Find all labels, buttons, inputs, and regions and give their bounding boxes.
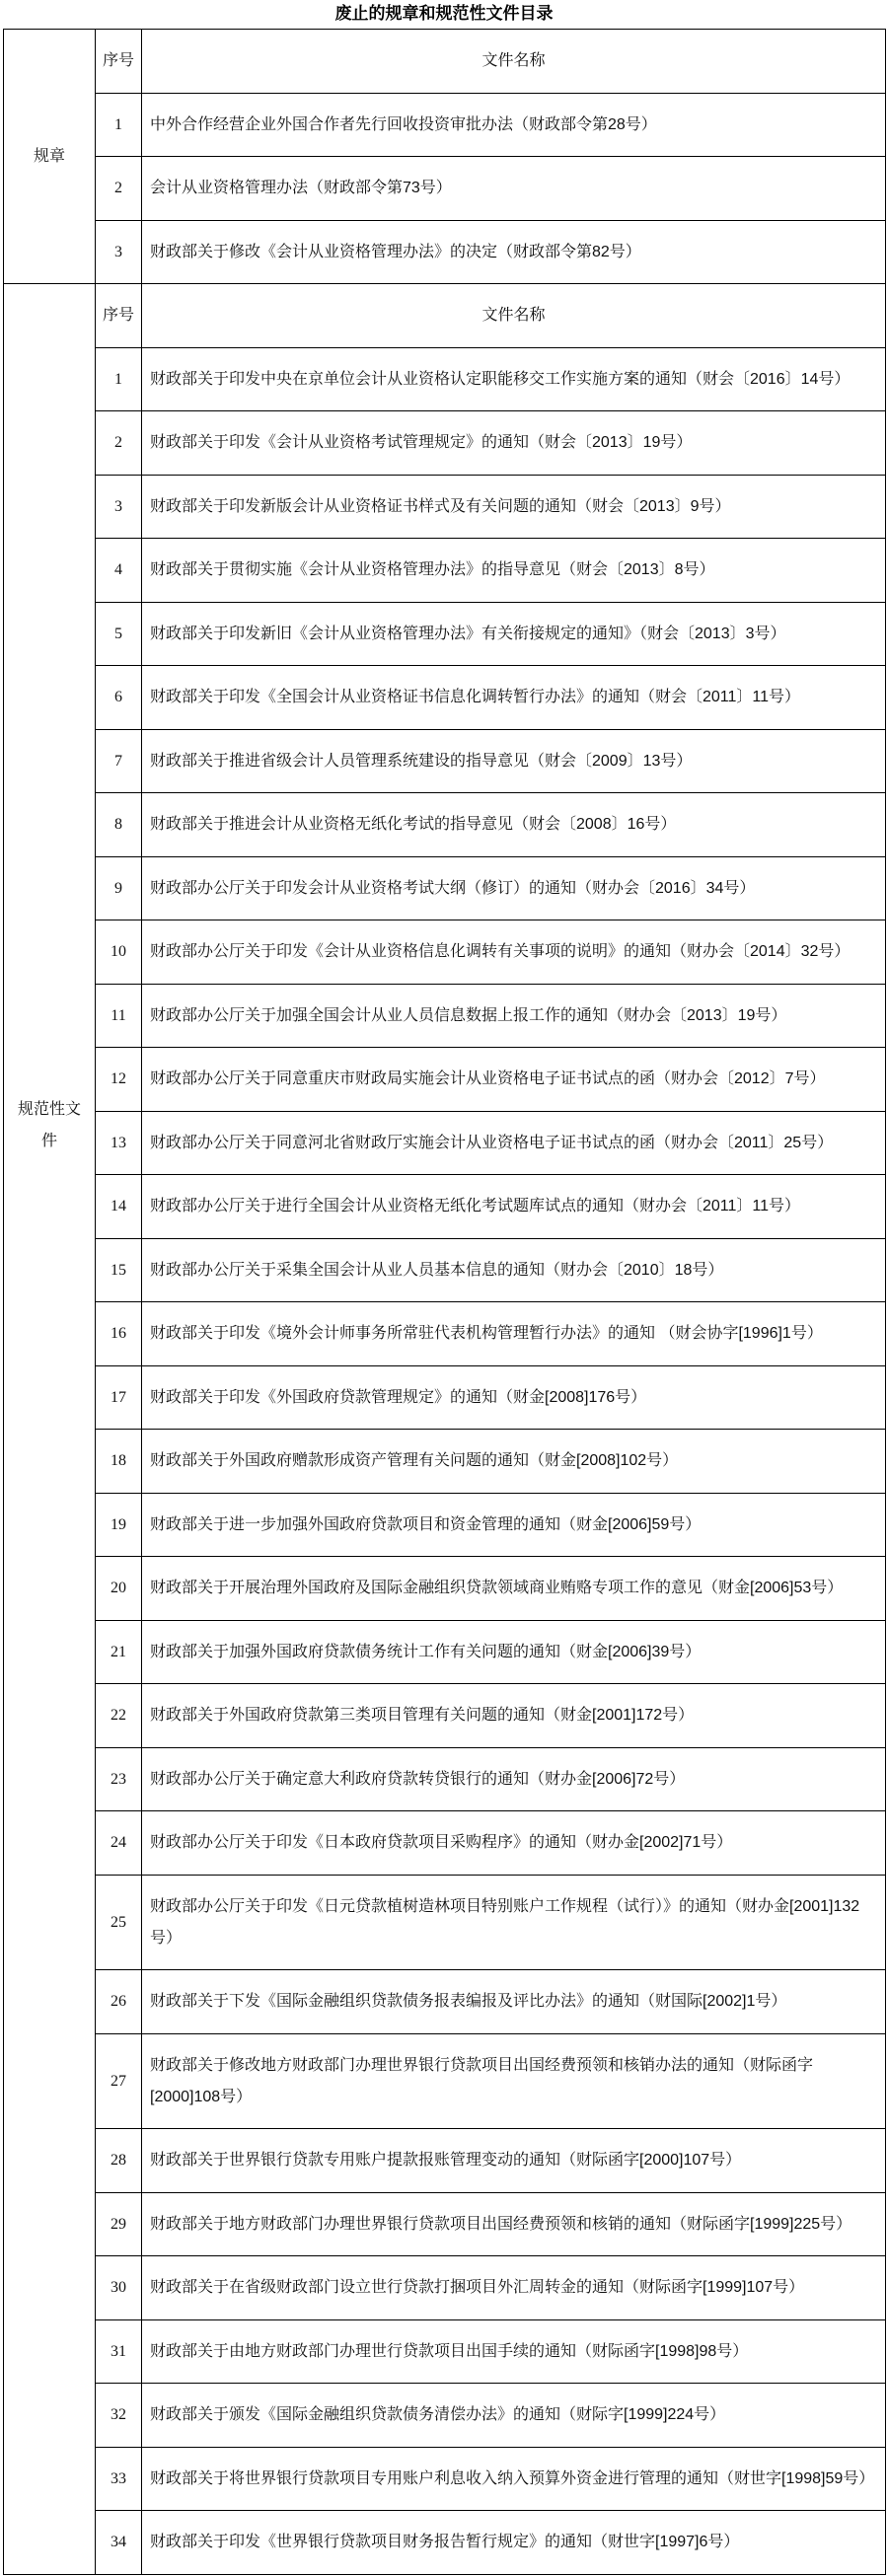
table-row — [4, 1048, 886, 1112]
table-row — [4, 1238, 886, 1302]
row-number: 1 — [96, 93, 142, 157]
row-number: 30 — [96, 2256, 142, 2320]
row-number: 2 — [96, 411, 142, 476]
section-normative-documents — [4, 284, 886, 2575]
row-number: 28 — [96, 2129, 142, 2193]
document-name: 财政部关于由地方财政部门办理世行贷款项目出国手续的通知（财际函字[1998]98号） — [142, 2319, 886, 2384]
row-number: 4 — [96, 539, 142, 603]
document-name: 财政部办公厅关于印发会计从业资格考试大纲（修订）的通知（财办会〔2016〕34号） — [142, 856, 886, 920]
document-name: 财政部关于贯彻实施《会计从业资格管理办法》的指导意见（财会〔2013〕8号） — [142, 539, 886, 603]
row-number: 27 — [96, 2033, 142, 2129]
table-row — [4, 1684, 886, 1748]
row-number: 19 — [96, 1493, 142, 1557]
document-name: 财政部关于开展治理外国政府及国际金融组织贷款领域商业贿赂专项工作的意见（财金[2006]53号） — [142, 1557, 886, 1621]
table-row — [4, 475, 886, 539]
document-name: 财政部关于下发《国际金融组织贷款债务报表编报及评比办法》的通知（财国际[2002]1号） — [142, 1970, 886, 2034]
table-row — [4, 347, 886, 411]
table-row — [4, 157, 886, 221]
document-name: 财政部关于印发《世界银行贷款项目财务报告暂行规定》的通知（财世字[1997]6号） — [142, 2511, 886, 2575]
document-name: 中外合作经营企业外国合作者先行回收投资审批办法（财政部令第28号） — [142, 93, 886, 157]
document-name: 财政部关于推进省级会计人员管理系统建设的指导意见（财会〔2009〕13号） — [142, 729, 886, 793]
row-number: 8 — [96, 793, 142, 857]
document-name: 财政部办公厅关于印发《会计从业资格信息化调转有关事项的说明》的通知（财办会〔2014〕32号） — [142, 920, 886, 985]
table-row — [4, 1430, 886, 1494]
document-name: 财政部关于外国政府赠款形成资产管理有关问题的通知（财金[2008]102号） — [142, 1430, 886, 1494]
column-header-document-name: 文件名称 — [142, 30, 886, 94]
table-row — [4, 1175, 886, 1239]
table-row — [4, 2384, 886, 2448]
document-name: 财政部关于将世界银行贷款项目专用账户利息收入纳入预算外资金进行管理的通知（财世字[1998]59号） — [142, 2447, 886, 2511]
table-row — [4, 2033, 886, 2129]
document-name: 财政部关于印发《会计从业资格考试管理规定》的通知（财会〔2013〕19号） — [142, 411, 886, 476]
document-name: 财政部办公厅关于同意重庆市财政局实施会计从业资格电子证书试点的函（财办会〔2012〕7号） — [142, 1048, 886, 1112]
document-name: 财政部办公厅关于加强全国会计从业人员信息数据上报工作的通知（财办会〔2013〕19号） — [142, 984, 886, 1048]
page-title: 废止的规章和规范性文件目录 — [334, 4, 554, 23]
row-number: 24 — [96, 1811, 142, 1876]
row-number: 29 — [96, 2192, 142, 2256]
document-name: 财政部关于修改地方财政部门办理世界银行贷款项目出国经费预领和核销办法的通知（财际函字[2000]108号） — [142, 2033, 886, 2129]
table-row — [4, 1747, 886, 1811]
row-number: 3 — [96, 220, 142, 284]
row-number: 22 — [96, 1684, 142, 1748]
table-row — [4, 2129, 886, 2193]
document-name: 财政部关于颁发《国际金融组织贷款债务清偿办法》的通知（财际字[1999]224号） — [142, 2384, 886, 2448]
document-name: 财政部办公厅关于印发《日本政府贷款项目采购程序》的通知（财办金[2002]71号） — [142, 1811, 886, 1876]
table-row — [4, 666, 886, 730]
row-number: 7 — [96, 729, 142, 793]
document-name: 财政部关于印发新版会计从业资格证书样式及有关问题的通知（财会〔2013〕9号） — [142, 475, 886, 539]
section-header-row — [4, 30, 886, 94]
document-name: 财政部关于地方财政部门办理世界银行贷款项目出国经费预领和核销的通知（财际函字[1999]225号） — [142, 2192, 886, 2256]
table-row — [4, 1365, 886, 1430]
row-number: 25 — [96, 1875, 142, 1970]
row-number: 11 — [96, 984, 142, 1048]
table-row — [4, 1493, 886, 1557]
table-row — [4, 2447, 886, 2511]
document-name: 财政部办公厅关于进行全国会计从业资格无纸化考试题库试点的通知（财办会〔2011〕11号） — [142, 1175, 886, 1239]
section-header-row — [4, 284, 886, 348]
table-row — [4, 411, 886, 476]
document-name: 财政部关于加强外国政府贷款债务统计工作有关问题的通知（财金[2006]39号） — [142, 1620, 886, 1684]
row-number: 31 — [96, 2319, 142, 2384]
document-name: 财政部关于印发中央在京单位会计从业资格认定职能移交工作实施方案的通知（财会〔2016〕14号） — [142, 347, 886, 411]
table-row — [4, 1811, 886, 1876]
document-name: 财政部办公厅关于同意河北省财政厅实施会计从业资格电子证书试点的函（财办会〔2011〕25号） — [142, 1111, 886, 1175]
table-row — [4, 984, 886, 1048]
table-row — [4, 1111, 886, 1175]
document-name: 财政部关于印发新旧《会计从业资格管理办法》有关衔接规定的通知》（财会〔2013〕3号） — [142, 602, 886, 666]
table-row — [4, 1302, 886, 1366]
table-row — [4, 220, 886, 284]
document-name: 财政部办公厅关于采集全国会计从业人员基本信息的通知（财办会〔2010〕18号） — [142, 1238, 886, 1302]
row-number: 21 — [96, 1620, 142, 1684]
row-number: 10 — [96, 920, 142, 985]
row-number: 3 — [96, 475, 142, 539]
column-header-number: 序号 — [96, 30, 142, 94]
table-row — [4, 1557, 886, 1621]
table-row — [4, 2319, 886, 2384]
row-number: 26 — [96, 1970, 142, 2034]
row-number: 34 — [96, 2511, 142, 2575]
document-name: 财政部关于印发《外国政府贷款管理规定》的通知（财金[2008]176号） — [142, 1365, 886, 1430]
row-number: 13 — [96, 1111, 142, 1175]
row-number: 33 — [96, 2447, 142, 2511]
document-name: 财政部关于世界银行贷款专用账户提款报账管理变动的通知（财际函字[2000]107号） — [142, 2129, 886, 2193]
document-name: 会计从业资格管理办法（财政部令第73号） — [142, 157, 886, 221]
category-label-regulations: 规章 — [4, 30, 96, 284]
row-number: 20 — [96, 1557, 142, 1621]
table-row — [4, 729, 886, 793]
row-number: 16 — [96, 1302, 142, 1366]
row-number: 2 — [96, 157, 142, 221]
table-row — [4, 539, 886, 603]
row-number: 9 — [96, 856, 142, 920]
document-name: 财政部办公厅关于确定意大利政府贷款转贷银行的通知（财办金[2006]72号） — [142, 1747, 886, 1811]
row-number: 17 — [96, 1365, 142, 1430]
table-row — [4, 2256, 886, 2320]
table-row — [4, 93, 886, 157]
column-header-number: 序号 — [96, 284, 142, 348]
row-number: 32 — [96, 2384, 142, 2448]
document-name: 财政部关于外国政府贷款第三类项目管理有关问题的通知（财金[2001]172号） — [142, 1684, 886, 1748]
row-number: 15 — [96, 1238, 142, 1302]
document-name: 财政部办公厅关于印发《日元贷款植树造林项目特别账户工作规程（试行）》的通知（财办金[2001]132号） — [142, 1875, 886, 1970]
repealed-documents-table — [3, 29, 886, 2575]
document-name: 财政部关于进一步加强外国政府贷款项目和资金管理的通知（财金[2006]59号） — [142, 1493, 886, 1557]
document-name: 财政部关于推进会计从业资格无纸化考试的指导意见（财会〔2008〕16号） — [142, 793, 886, 857]
row-number: 14 — [96, 1175, 142, 1239]
document-name: 财政部关于印发《全国会计从业资格证书信息化调转暂行办法》的通知（财会〔2011〕11号） — [142, 666, 886, 730]
table-row — [4, 920, 886, 985]
row-number: 12 — [96, 1048, 142, 1112]
table-row — [4, 1875, 886, 1970]
row-number: 23 — [96, 1747, 142, 1811]
row-number: 1 — [96, 347, 142, 411]
row-number: 5 — [96, 602, 142, 666]
table-row — [4, 793, 886, 857]
document-name: 财政部关于修改《会计从业资格管理办法》的决定（财政部令第82号） — [142, 220, 886, 284]
table-row — [4, 856, 886, 920]
table-row — [4, 2192, 886, 2256]
table-row — [4, 2511, 886, 2575]
table-row — [4, 1620, 886, 1684]
column-header-document-name: 文件名称 — [142, 284, 886, 348]
row-number: 18 — [96, 1430, 142, 1494]
table-row — [4, 1970, 886, 2034]
section-regulations — [4, 30, 886, 284]
row-number: 6 — [96, 666, 142, 730]
document-name: 财政部关于在省级财政部门设立世行贷款打捆项目外汇周转金的通知（财际函字[1999]107号） — [142, 2256, 886, 2320]
document-name: 财政部关于印发《境外会计师事务所常驻代表机构管理暂行办法》的通知 （财会协字[1996]1号） — [142, 1302, 886, 1366]
table-row — [4, 602, 886, 666]
category-label-normative-documents: 规范性文件 — [4, 284, 96, 2575]
